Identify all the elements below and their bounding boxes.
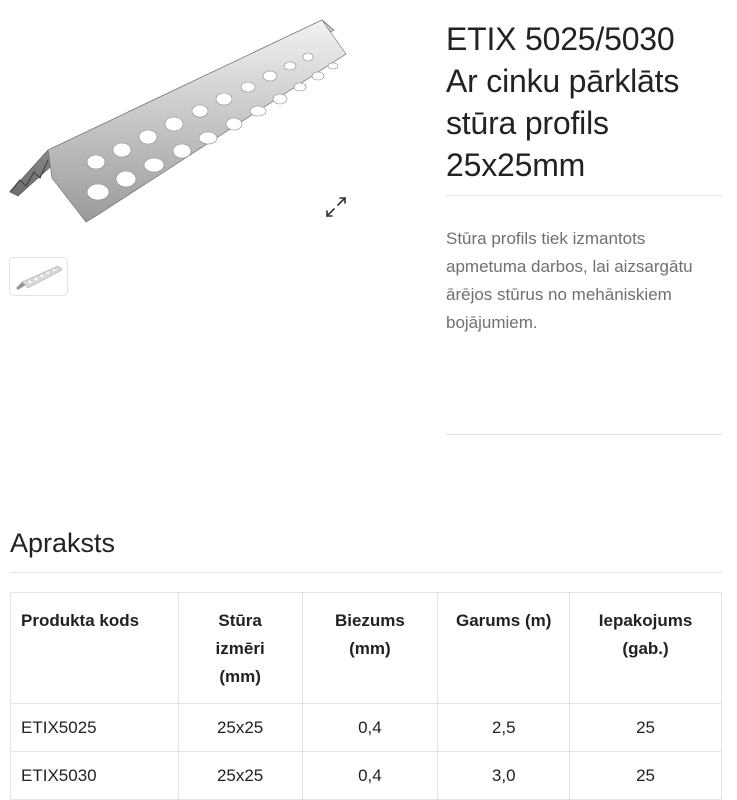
cell-thickness: 0,4 xyxy=(302,752,438,800)
cell-packaging: 25 xyxy=(570,704,722,752)
cell-product-code: ETIX5030 xyxy=(11,752,179,800)
header-length: Garums (m) xyxy=(438,593,570,704)
header-packaging: Iepakojums (gab.) xyxy=(570,593,722,704)
cell-packaging: 25 xyxy=(570,752,722,800)
cell-length: 3,0 xyxy=(438,752,570,800)
header-product-code: Produkta kods xyxy=(11,593,179,704)
divider xyxy=(446,434,722,435)
cell-corner-size: 25x25 xyxy=(178,752,302,800)
header-corner-size: Stūra izmēri (mm) xyxy=(178,593,302,704)
corner-profile-thumbnail[interactable] xyxy=(9,257,68,296)
product-short-description: Stūra profils tiek izmantots apmetuma darbos, lai aizsargātu ārējos stūrus no mehāniskiem bojājumiem. xyxy=(446,229,693,332)
cell-corner-size: 25x25 xyxy=(178,704,302,752)
cell-length: 2,5 xyxy=(438,704,570,752)
header-thickness: Biezums (mm) xyxy=(302,593,438,704)
expand-icon[interactable] xyxy=(322,193,350,221)
divider xyxy=(446,195,722,196)
divider xyxy=(10,572,722,573)
product-spec-table xyxy=(10,592,722,800)
table-row xyxy=(11,704,722,752)
product-title-line: 25x25mm xyxy=(446,147,586,183)
product-gallery xyxy=(0,0,420,320)
cell-product-code: ETIX5025 xyxy=(11,704,179,752)
product-title xyxy=(446,18,722,186)
product-title-line: stūra profils xyxy=(446,105,609,141)
product-title-line: Ar cinku pārklāts xyxy=(446,63,680,99)
cell-thickness: 0,4 xyxy=(302,704,438,752)
corner-profile-image[interactable] xyxy=(0,10,360,230)
product-title-line: ETIX 5025/5030 xyxy=(446,21,675,57)
description-section-title: Apraksts xyxy=(10,528,116,558)
table-row xyxy=(11,752,722,800)
table-header-row xyxy=(11,593,722,704)
